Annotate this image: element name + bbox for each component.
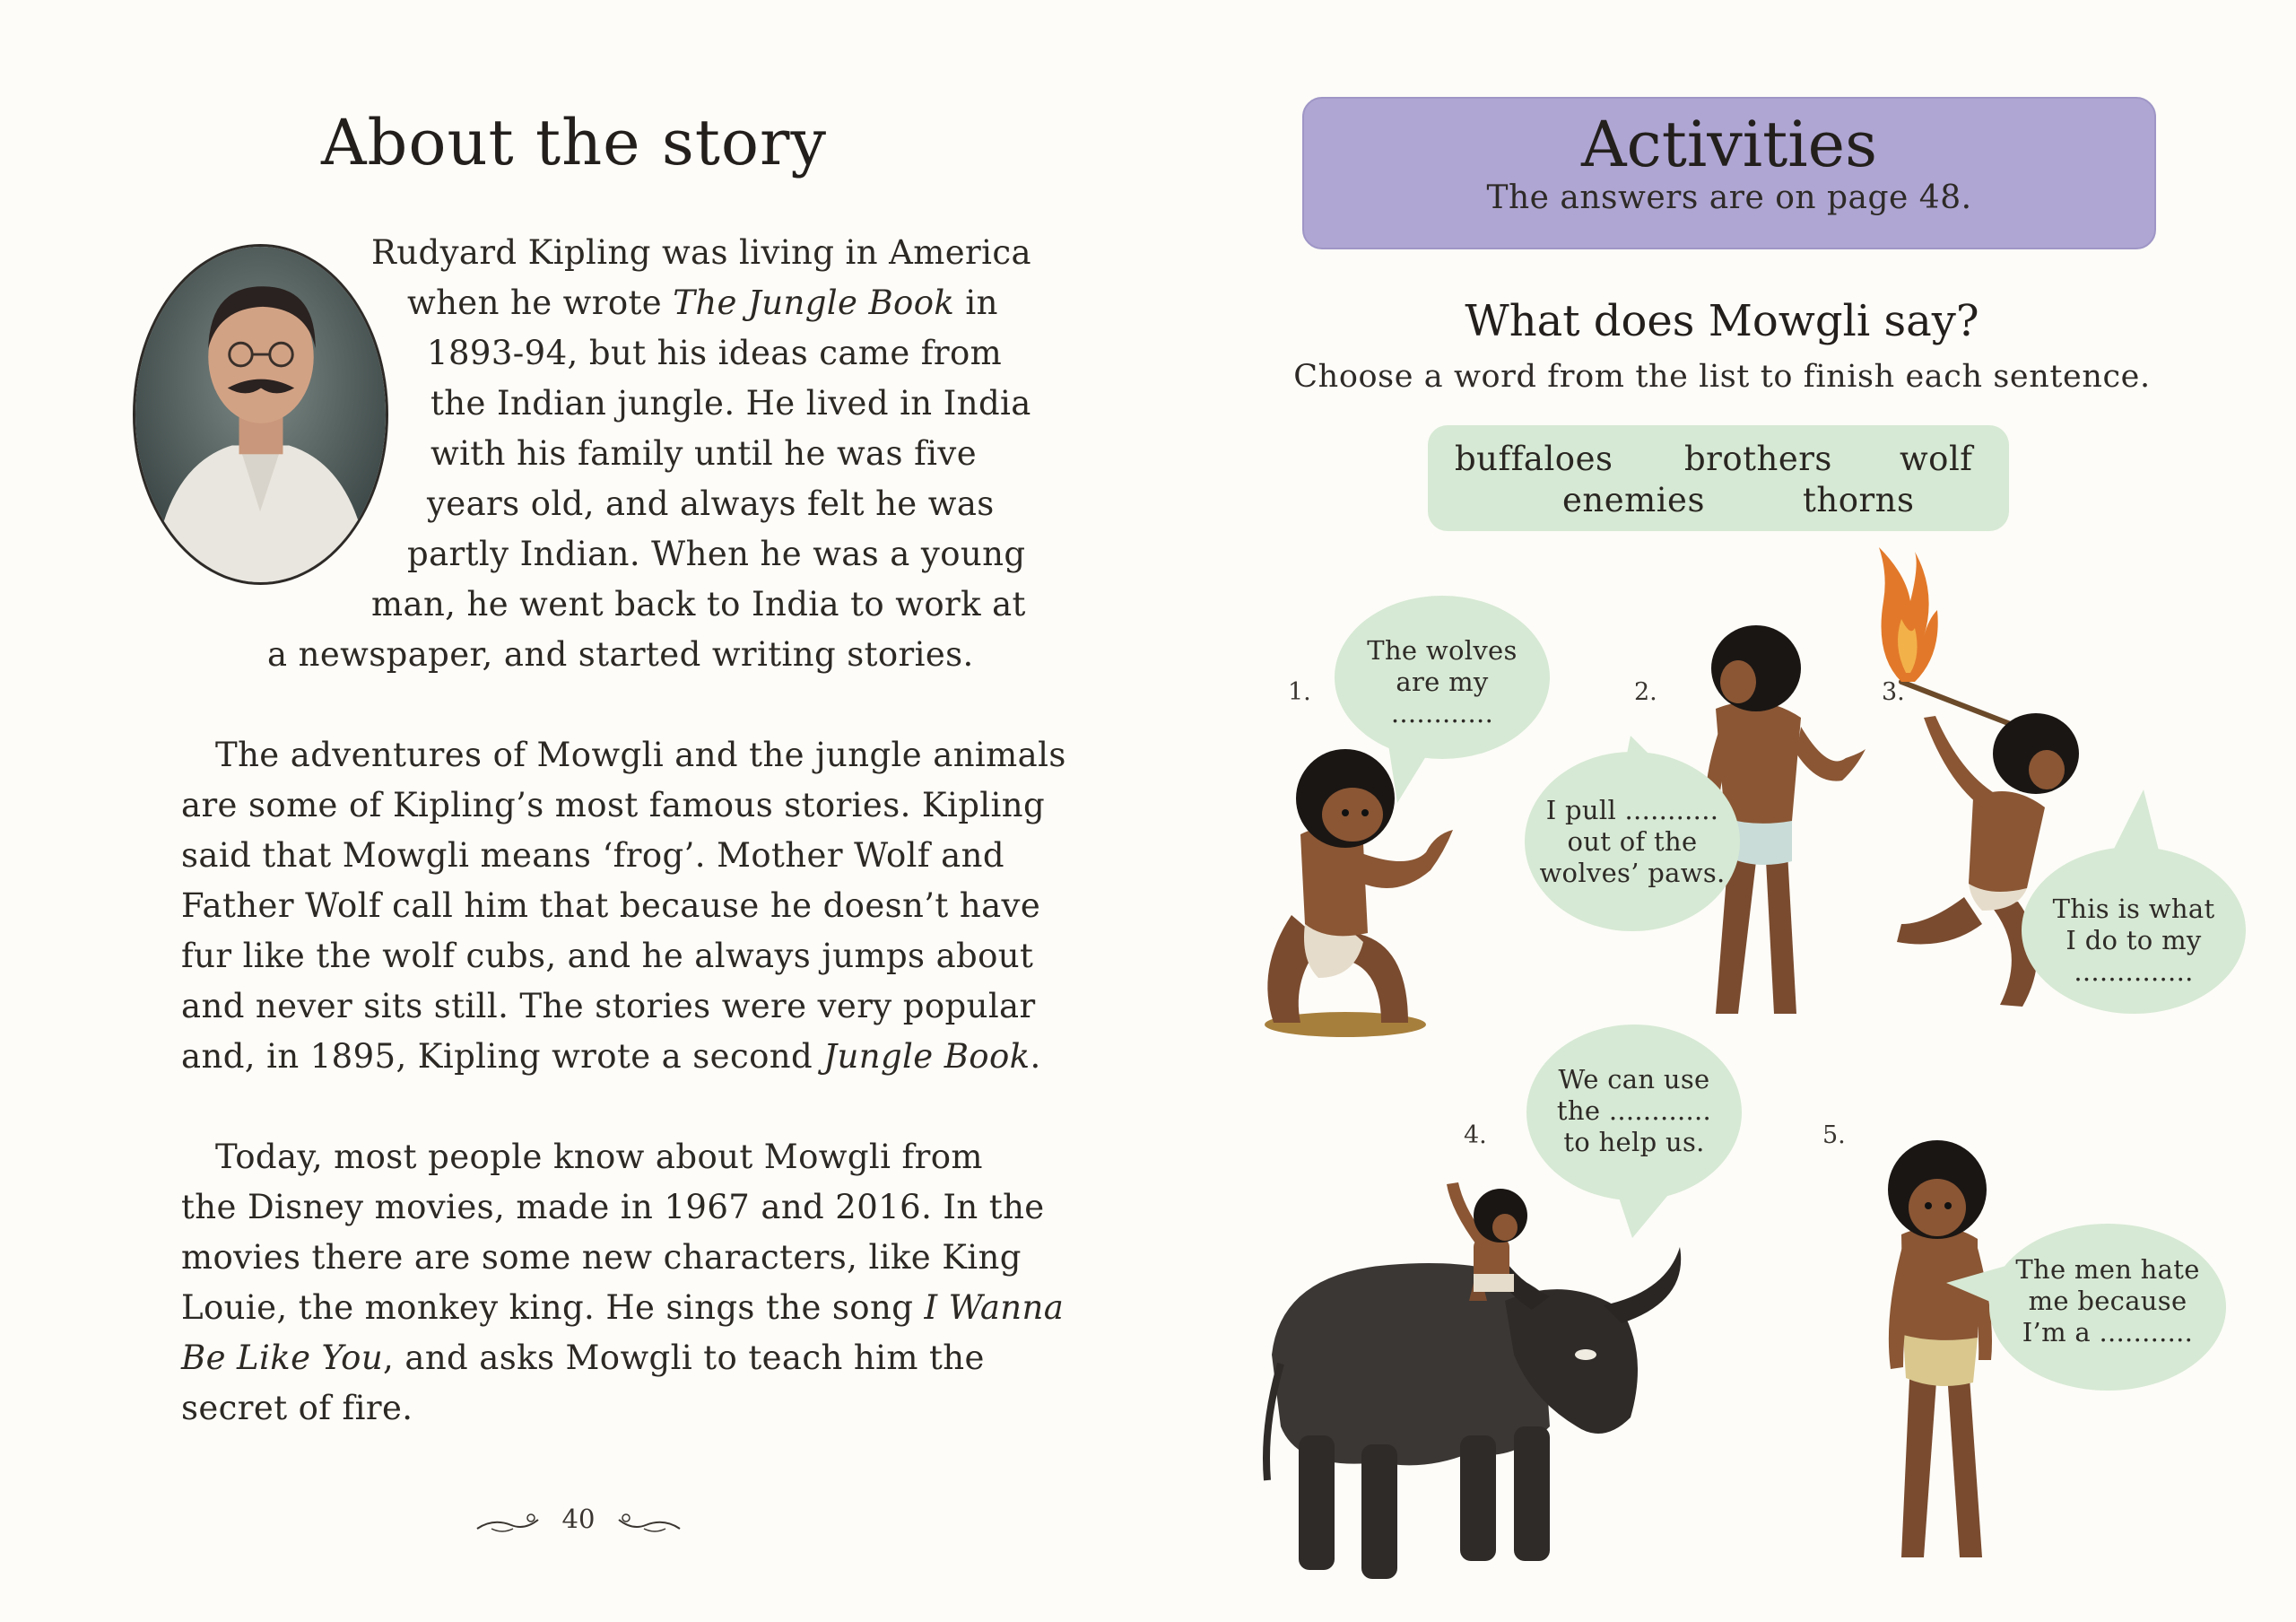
- flourish-right-icon: [614, 1509, 682, 1536]
- para2-line-4: Father Wolf call him that because he doesn’t have: [181, 886, 1041, 925]
- para3-line-6: secret of fire.: [181, 1389, 413, 1427]
- speech-2-line-1: I pull ...........: [1545, 795, 1719, 825]
- speech-bubble-3-tail-icon: [2099, 789, 2161, 861]
- page-number: [475, 1496, 682, 1550]
- item-4-number: 4.: [1464, 1121, 1487, 1149]
- speech-5-line-1: The men hate: [2015, 1254, 2200, 1285]
- wrap-line-1: Rudyard Kipling was living in America: [371, 233, 1031, 272]
- page-title: About the story: [320, 106, 828, 179]
- speech-5-line-3: I’m a ...........: [2022, 1317, 2194, 1347]
- para3-line-3: movies there are some new characters, like King: [181, 1238, 1022, 1277]
- para2-line-5: fur like the wolf cubs, and he always jumps about: [181, 937, 1034, 975]
- speech-2-line-2: out of the: [1567, 826, 1698, 857]
- speech-1-line-3: ............: [1390, 698, 1494, 728]
- wrap-line-9: a newspaper, and started writing stories.: [267, 635, 974, 674]
- section-title: What does Mowgli say?: [1465, 296, 1979, 346]
- speech-bubble-2-tail-icon: [1622, 736, 1675, 780]
- word-wolf: wolf: [1900, 440, 1973, 478]
- activities-title: Activities: [1580, 108, 1878, 181]
- speech-4-line-2: the ............: [1556, 1095, 1712, 1126]
- song-title-part-1: I Wanna: [924, 1288, 1065, 1327]
- wrap-line-6: years old, and always felt he was: [427, 484, 995, 523]
- para2-line-7: and, in 1895, Kipling wrote a second Jungle Book.: [181, 1037, 1041, 1076]
- para3-line-2: the Disney movies, made in 1967 and 2016. In the: [181, 1188, 1045, 1226]
- wrap-line-2: when he wrote The Jungle Book in: [407, 283, 998, 322]
- para3-line-5: Be Like You, and asks Mowgli to teach him the: [181, 1339, 985, 1377]
- speech-3-line-1: This is what: [2052, 894, 2215, 924]
- speech-4-line-3: to help us.: [1563, 1127, 1705, 1157]
- item-2-number: 2.: [1634, 678, 1657, 706]
- item-5-number: 5.: [1822, 1121, 1846, 1149]
- speech-1-line-2: are my: [1396, 667, 1489, 697]
- speech-5-line-2: me because: [2028, 1286, 2187, 1316]
- item-3-number: 3.: [1882, 678, 1905, 706]
- section-instruction: Choose a word from the list to finish each sentence.: [1293, 359, 2151, 395]
- wrap-line-4: the Indian jungle. He lived in India: [430, 384, 1031, 423]
- para3-line-1: Today, most people know about Mowgli from: [215, 1138, 983, 1176]
- speech-3-line-2: I do to my: [2066, 925, 2202, 955]
- speech-2-line-3: wolves’ paws.: [1539, 858, 1726, 888]
- para3-line-4: Louie, the monkey king. He sings the song I Wanna: [181, 1288, 1065, 1327]
- word-thorns: thorns: [1803, 481, 1915, 519]
- para2-line-2: are some of Kipling’s most famous stories. Kipling: [181, 786, 1046, 824]
- activities-subtitle: The answers are on page 48.: [1486, 179, 1972, 216]
- mowgli-standing-sad-icon: [1848, 1136, 2027, 1566]
- speech-4-line-1: We can use: [1558, 1064, 1710, 1094]
- para2-line-3: said that Mowgli means ‘frog’. Mother Wolf and: [181, 836, 1004, 875]
- speech-3-line-3: ..............: [2074, 956, 2194, 987]
- word-buffaloes: buffaloes: [1455, 440, 1613, 478]
- wrap-line-5: with his family until he was five: [430, 434, 977, 473]
- para2-line-1: The adventures of Mowgli and the jungle animals: [215, 736, 1066, 774]
- wrap-line-3: 1893-94, but his ideas came from: [427, 334, 1003, 372]
- kipling-portrait-icon: [133, 244, 388, 585]
- speech-bubble-1-tail-icon: [1379, 745, 1442, 807]
- item-1-number: 1.: [1288, 678, 1311, 706]
- wrap-line-8: man, he went back to India to work at: [371, 585, 1026, 624]
- book-title-jungle-book: The Jungle Book: [673, 283, 955, 322]
- speech-bubble-4-tail-icon: [1614, 1184, 1677, 1238]
- song-title-part-2: Be Like You: [181, 1339, 384, 1377]
- word-list-box: [1428, 425, 2009, 531]
- wrap-line-7: partly Indian. When he was a young: [407, 535, 1026, 573]
- page-number-text: 40: [561, 1504, 596, 1534]
- para2-line-6: and never sits still. The stories were very popular: [181, 987, 1036, 1025]
- word-brothers: brothers: [1684, 440, 1832, 478]
- speech-1-line-1: The wolves: [1367, 635, 1518, 666]
- burning-torch-icon: [1866, 547, 2045, 745]
- word-enemies: enemies: [1562, 481, 1705, 519]
- book-title-jungle-book-2: Jungle Book: [823, 1037, 1031, 1076]
